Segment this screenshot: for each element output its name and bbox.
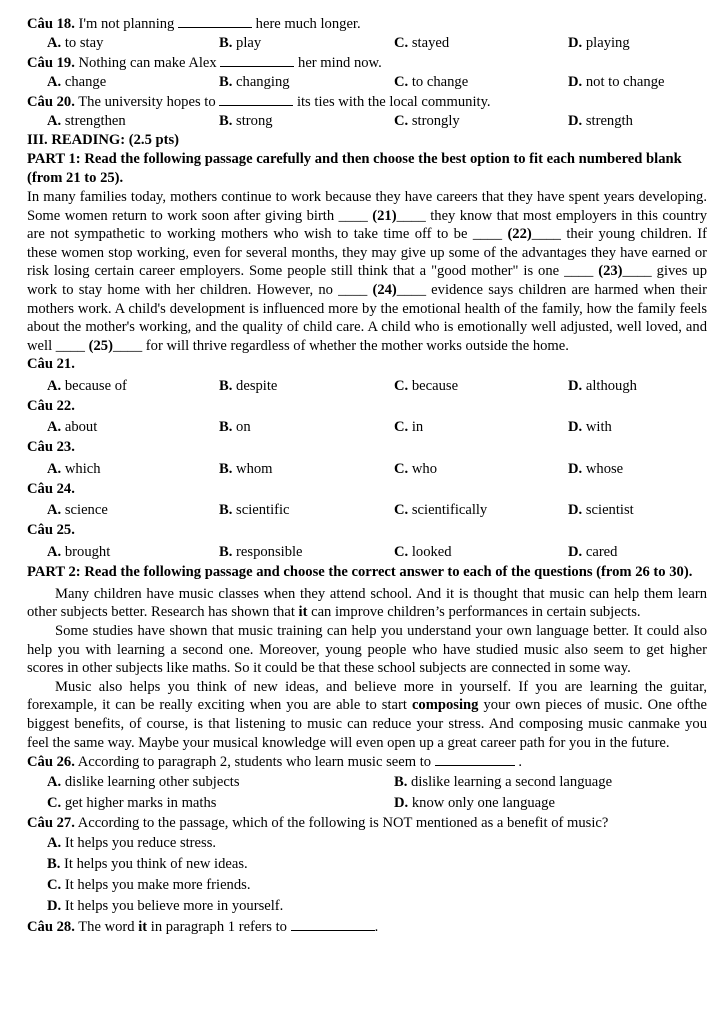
option-d[interactable]: D. know only one language [394, 794, 555, 811]
options-26-row-1 [27, 772, 707, 793]
section-heading: III. READING: (2.5 pts) [27, 132, 180, 148]
exam-page [27, 14, 707, 937]
question-text: According to paragraph 2, students who learn music seem to [77, 754, 432, 771]
option-d[interactable]: D. scientist [568, 502, 634, 519]
options-23 [27, 458, 707, 480]
options-24 [27, 499, 707, 521]
option-b[interactable]: B. dislike learning a second language [394, 773, 613, 790]
question-25 [27, 521, 707, 541]
question-22 [27, 397, 707, 417]
options-19 [27, 73, 707, 93]
question-27 [27, 814, 707, 834]
option-b[interactable]: B. play [219, 34, 262, 51]
option-a[interactable]: A. because of [47, 377, 127, 394]
answer-blank [435, 752, 515, 766]
option-a[interactable]: A. It helps you reduce stress. [47, 835, 217, 852]
option-b[interactable]: B. changing [219, 73, 290, 90]
question-number: Câu 26. [27, 754, 75, 771]
option-b[interactable]: B. It helps you think of new ideas. [47, 856, 248, 873]
option-c[interactable]: C. because [394, 377, 459, 394]
option-c[interactable]: C. scientifically [394, 502, 488, 519]
option-a[interactable]: A. strengthen [47, 112, 126, 129]
question-18 [27, 14, 707, 34]
question-number: Câu 20. [27, 94, 75, 110]
blank-23-number: (23) [598, 263, 623, 280]
option-d[interactable]: D. strength [568, 112, 633, 129]
option-c[interactable]: C. in [394, 419, 424, 436]
options-21 [27, 375, 707, 397]
answer-blank [291, 917, 375, 931]
passage-2-paragraph-1: Many children have music classes when they attend school. And it is thought that music can help them learn other subjects better. Research has shown that it can improve children’s performances in certain subjects. [27, 585, 707, 621]
question-number: Câu 23. [27, 439, 75, 456]
question-26: Câu 26. According to paragraph 2, students who learn music seem to . [27, 754, 523, 771]
option-d[interactable]: D. not to change [568, 73, 665, 90]
blank-21-number: (21) [372, 207, 397, 224]
question-text: The university hopes to [78, 94, 216, 110]
question-19 [27, 53, 707, 73]
option-c[interactable]: C. stayed [394, 34, 450, 51]
question-number: Câu 21. [27, 356, 75, 373]
question-21 [27, 355, 707, 375]
question-number: Câu 19. [27, 55, 75, 71]
option-d[interactable]: D. playing [568, 34, 630, 51]
passage-1: In many families today, mothers continue to work because they have careers that they have spent years developing. Some women return to work soon after giving birth ____ (21)____ they know that most employers in this country are not sympathetic to working mothers who wish to take time off to be ____ (22)____ their young children. If these women stop working, even for several months, they may give up some of the advantages they have earned or risk losing certain career employers. Some people still think that a "good mother" is one ____ (23)____ gives up work to stay home with her children. However, no ____ (24)____ evidence says children are harmed when their mothers work. A child's development is influenced more by the emotional health of the family, how the family feels about the mother's working, and the quality of child care. A child who is emotionally well adjusted, well loved, and well ____ (25)____ for will thrive regardless of whether the mother works outside the home. [27, 189, 707, 354]
question-text: its ties with the local community. [296, 94, 491, 110]
option-a[interactable]: A. science [47, 502, 108, 519]
question-20 [27, 92, 707, 112]
option-b[interactable]: B. strong [219, 112, 273, 129]
answer-blank [220, 53, 294, 67]
option-a[interactable]: A. change [47, 73, 107, 90]
option-b[interactable]: B. on [219, 419, 251, 436]
option-a[interactable]: A. which [47, 460, 101, 477]
option-b[interactable]: B. whom [219, 460, 273, 477]
option-c[interactable]: C. get higher marks in maths [47, 794, 217, 811]
option-d[interactable]: D. although [568, 377, 637, 394]
question-text: According to the passage, which of the following is NOT mentioned as a benefit of music? [77, 814, 609, 831]
highlighted-word: composing [411, 697, 479, 714]
option-b[interactable]: B. despite [219, 377, 278, 394]
option-c[interactable]: C. looked [394, 543, 452, 560]
options-26-row-2 [27, 793, 707, 814]
question-number: Câu 18. [27, 16, 75, 32]
question-24 [27, 480, 707, 500]
question-number: Câu 27. [27, 814, 75, 831]
blank-25-number: (25) [88, 337, 113, 354]
question-text: here much longer. [255, 16, 361, 32]
part2-instructions: PART 2: Read the following passage and choose the correct answer to each of the questions (from 26 to 30). [27, 563, 693, 580]
option-d[interactable]: D. whose [568, 460, 624, 477]
option-c[interactable]: C. It helps you make more friends. [47, 877, 251, 894]
options-20 [27, 112, 707, 132]
option-d[interactable]: D. cared [568, 543, 618, 560]
passage-2-paragraph-3: Music also helps you think of new ideas, and believe more in yourself. If you are learning the guitar, forexample, it can be really exciting when you are able to start composing your own pieces of music. One ofthe biggest benefits, of course, is that listening to music can reduce your stress. And composing music canmake you feel the same way. Maybe your musical knowledge will even open up a great career path for you in the future. [27, 678, 707, 751]
option-b[interactable]: B. responsible [219, 543, 303, 560]
option-c[interactable]: C. strongly [394, 112, 460, 129]
question-number: Câu 24. [27, 480, 75, 497]
option-a[interactable]: A. about [47, 419, 98, 436]
question-text: her mind now. [298, 55, 382, 71]
question-28: Câu 28. The word it in paragraph 1 refers to . [27, 919, 379, 936]
answer-blank [219, 92, 293, 106]
question-text: Nothing can make Alex [78, 55, 217, 71]
referent-word: it [298, 604, 308, 621]
option-a[interactable]: A. dislike learning other subjects [47, 773, 240, 790]
passage-2-paragraph-2: Some studies have shown that music training can help you understand your own language better. It could also help you with learning a second one. Moreover, young people who have studied music also seem to get higher scores in other subjects like maths. So it could be that these school subjects are connected in some way. [27, 623, 707, 677]
question-23 [27, 438, 707, 458]
options-27 [27, 833, 707, 917]
blank-22-number: (22) [507, 226, 532, 243]
question-number: Câu 25. [27, 522, 75, 539]
options-18 [27, 34, 707, 54]
option-c[interactable]: C. who [394, 460, 437, 477]
question-text: I'm not planning [78, 16, 175, 32]
blank-24-number: (24) [372, 281, 397, 298]
option-c[interactable]: C. to change [394, 73, 469, 90]
option-b[interactable]: B. scientific [219, 502, 290, 519]
option-a[interactable]: A. brought [47, 543, 111, 560]
options-25 [27, 541, 707, 563]
answer-blank [178, 14, 252, 28]
option-d[interactable]: D. with [568, 419, 612, 436]
option-d[interactable]: D. It helps you believe more in yourself. [47, 898, 284, 915]
referent-word: it [138, 919, 148, 936]
question-number: Câu 28. [27, 919, 75, 936]
options-22 [27, 416, 707, 438]
part1-instructions: PART 1: Read the following passage carefully and then choose the best option to fit each numbered blank (from 21 to 25). [27, 151, 682, 186]
question-number: Câu 22. [27, 397, 75, 414]
option-a[interactable]: A. to stay [47, 34, 104, 51]
